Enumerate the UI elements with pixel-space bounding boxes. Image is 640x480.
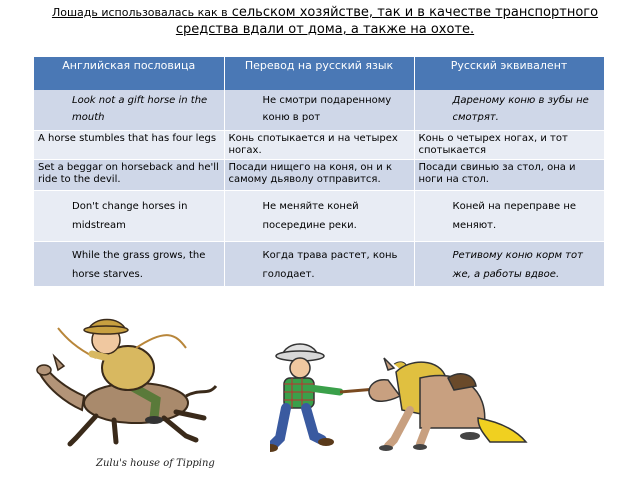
stubborn-horse-cartoon-illustration bbox=[270, 318, 530, 468]
header-equivalent: Русский эквивалент bbox=[414, 57, 604, 90]
cell-english: While the grass grows, the horse starves. bbox=[34, 242, 224, 287]
header-english: Английская пословица bbox=[34, 57, 224, 90]
cell-equivalent: Конь о четырех ногах, и тот спотыкается bbox=[414, 131, 604, 160]
table-header-row bbox=[34, 57, 604, 90]
table-row bbox=[34, 242, 604, 287]
table-row bbox=[34, 90, 604, 131]
cell-translation: Посади нищего на коня, он и к самому дьяволу отправится. bbox=[224, 160, 414, 191]
cell-translation: Конь спотыкается и на четырех ногах. bbox=[224, 131, 414, 160]
cell-english: Don't change horses in midstream bbox=[34, 191, 224, 242]
cell-equivalent: Дареному коню в зубы не смотрят. bbox=[414, 90, 604, 131]
cell-translation: Не меняйте коней посередине реки. bbox=[224, 191, 414, 242]
cell-english: A horse stumbles that has four legs bbox=[34, 131, 224, 160]
proverbs-table bbox=[34, 57, 605, 287]
title-lead: Лошадь использовалась как в bbox=[51, 6, 228, 19]
illustration-caption: Zulu's house of Tipping bbox=[96, 458, 215, 469]
cell-english: Look not a gift horse in the mouth bbox=[34, 90, 224, 131]
table-row bbox=[34, 160, 604, 191]
cell-equivalent: Ретивому коню корм тот же, а работы вдвое. bbox=[414, 242, 604, 287]
title-rest: сельском хозяйстве, так и в качестве транспортного средства вдали от дома, а также на охоте. bbox=[175, 5, 599, 37]
cell-equivalent: Коней на переправе не меняют. bbox=[414, 191, 604, 242]
header-translation: Перевод на русский язык bbox=[224, 57, 414, 90]
table-row bbox=[34, 131, 604, 160]
cell-translation: Не смотри подаренному коню в рот bbox=[224, 90, 414, 131]
page-title bbox=[30, 4, 620, 38]
rider-cartoon-illustration bbox=[36, 308, 226, 458]
cell-translation: Когда трава растет, конь голодает. bbox=[224, 242, 414, 287]
table-row bbox=[34, 191, 604, 242]
cell-equivalent: Посади свинью за стол, она и ноги на стол. bbox=[414, 160, 604, 191]
cell-english: Set a beggar on horseback and he'll ride to the devil. bbox=[34, 160, 224, 191]
